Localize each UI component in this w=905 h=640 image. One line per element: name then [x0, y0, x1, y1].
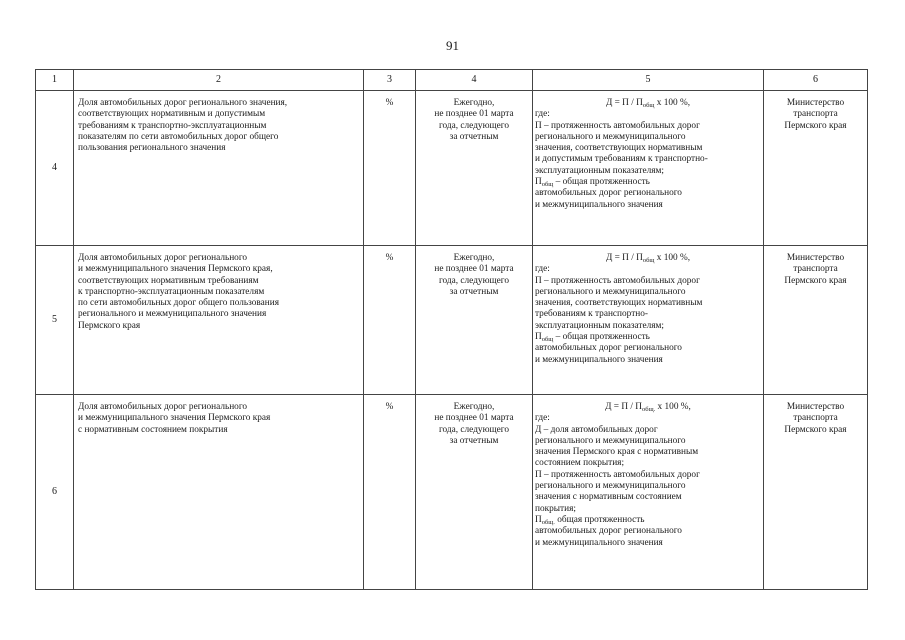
- row-number: 4: [36, 91, 74, 246]
- formula-definition-line: Д – доля автомобильных дорог: [535, 424, 658, 435]
- formula-prefix: Д = П / П: [605, 253, 643, 263]
- indicator-name-line: с нормативным состоянием покрытия: [78, 424, 228, 435]
- row-number: 6: [36, 395, 74, 590]
- indicator-name-line: показателям по сети автомобильных дорог общего: [78, 131, 279, 142]
- formula-cell: [533, 91, 764, 246]
- table-row: [36, 395, 868, 590]
- formula-subscript: общ.: [642, 406, 656, 413]
- formula-subscript: общ: [642, 102, 655, 109]
- formula-where: где:: [535, 413, 550, 424]
- formula-definition-line: П – протяженность автомобильных дорог: [535, 275, 700, 286]
- indicator-name-line: и межмуниципального значения Пермского края,: [78, 264, 273, 275]
- row-number: 5: [36, 246, 74, 395]
- period-line: не позднее 01 марта: [434, 264, 514, 275]
- formula-total-symbol: П: [535, 177, 542, 188]
- header-cell: 1: [36, 70, 74, 91]
- header-cell: 2: [74, 70, 364, 91]
- responsible-line: Министерство: [786, 98, 845, 108]
- period-line: за отчетным: [449, 286, 499, 297]
- formula-total-subscript: общ: [541, 336, 554, 344]
- formula-definition-line: значения Пермского края с нормативным: [535, 447, 699, 458]
- period-line: года, следующего: [438, 275, 510, 286]
- table-header-row: [36, 70, 868, 91]
- formula-total-line: [535, 177, 761, 188]
- formula-prefix: Д = П / П: [605, 402, 643, 412]
- formula-definition-line: требованиям к транспортно-: [535, 309, 648, 320]
- formula-where: где:: [535, 109, 550, 120]
- responsible-line: Министерство: [786, 402, 845, 412]
- responsible-line: Пермского края: [784, 424, 847, 435]
- formula-line: [535, 253, 761, 264]
- formula-line: [535, 98, 761, 109]
- formula-definition-line: и межмуниципального значения: [535, 537, 663, 548]
- indicators-table: [35, 69, 868, 590]
- responsible-line: Пермского края: [784, 275, 847, 286]
- header-cell: 5: [533, 70, 764, 91]
- formula-total-symbol: П: [535, 332, 542, 343]
- table-row: [36, 91, 868, 246]
- formula-total-symbol: П: [535, 514, 542, 525]
- formula-prefix: Д = П / П: [605, 98, 643, 108]
- period-cell: [416, 395, 533, 590]
- formula-definition-line: П – протяженность автомобильных дорог: [535, 469, 700, 480]
- formula-definition-line: автомобильных дорог регионального: [535, 526, 682, 537]
- formula-definition-line: и допустимым требованиям к транспортно-: [535, 154, 708, 165]
- formula-definition-line: регионального и межмуниципального: [535, 131, 686, 142]
- period-line: за отчетным: [449, 131, 499, 142]
- formula-definition-line: значения с нормативным состоянием: [535, 492, 682, 503]
- responsible-line: транспорта: [793, 413, 838, 424]
- formula-definition-line: эксплуатационным показателям;: [535, 320, 664, 331]
- formula-definition-line: значения, соответствующих нормативным: [535, 143, 703, 154]
- formula-suffix: х 100 %,: [655, 402, 691, 412]
- responsible-line: транспорта: [793, 109, 838, 120]
- formula-definition-line: покрытия;: [535, 503, 576, 514]
- formula-total-text: – общая протяженность: [553, 177, 650, 188]
- formula-definition-line: и межмуниципального значения: [535, 199, 663, 210]
- formula-definition-line: автомобильных дорог регионального: [535, 188, 682, 199]
- unit-cell: %: [364, 395, 416, 590]
- responsible-line: Пермского края: [784, 120, 847, 131]
- indicator-name-cell: [74, 246, 364, 395]
- formula-definition-line: эксплуатационным показателям;: [535, 165, 664, 176]
- formula-total-subscript: общ.: [541, 518, 555, 526]
- period-line: за отчетным: [449, 435, 499, 446]
- indicator-name-cell: [74, 395, 364, 590]
- header-cell: 3: [364, 70, 416, 91]
- indicator-name-line: пользования регионального значения: [78, 143, 226, 154]
- formula-definition-line: П – протяженность автомобильных дорог: [535, 120, 700, 131]
- formula-definition-line: регионального и межмуниципального: [535, 481, 686, 492]
- formula-where: где:: [535, 264, 550, 275]
- period-cell: [416, 91, 533, 246]
- period-line: не позднее 01 марта: [434, 413, 514, 424]
- formula-cell: [533, 246, 764, 395]
- formula-suffix: х 100 %,: [654, 98, 691, 108]
- formula-subscript: общ: [642, 257, 655, 264]
- indicator-name-line: регионального и межмуниципального значения: [78, 309, 267, 320]
- responsible-cell: [764, 395, 868, 590]
- formula-total-subscript: общ: [541, 181, 554, 189]
- indicator-name-cell: [74, 91, 364, 246]
- formula-total-line: [535, 515, 761, 526]
- indicator-name-line: Пермского края: [78, 320, 141, 331]
- table-row: [36, 246, 868, 395]
- indicator-name-line: и межмуниципального значения Пермского края: [78, 413, 271, 424]
- indicator-name-line: Доля автомобильных дорог регионального значения,: [78, 98, 288, 108]
- formula-total-text: общая протяженность: [554, 514, 645, 525]
- period-cell: [416, 246, 533, 395]
- indicator-name-line: соответствующих нормативным и допустимым: [78, 109, 266, 120]
- formula-total-line: [535, 332, 761, 343]
- formula-definition-line: автомобильных дорог регионального: [535, 343, 682, 354]
- indicator-name-line: требованиям к транспортно-эксплуатационным: [78, 120, 267, 131]
- responsible-line: транспорта: [793, 264, 838, 275]
- formula-total-text: – общая протяженность: [553, 332, 650, 343]
- period-line: Ежегодно,: [453, 253, 495, 263]
- period-line: года, следующего: [438, 120, 510, 131]
- formula-definition-line: значения, соответствующих нормативным: [535, 298, 703, 309]
- period-line: Ежегодно,: [453, 402, 495, 412]
- formula-definition-line: регионального и межмуниципального: [535, 286, 686, 297]
- formula-definition-line: и межмуниципального значения: [535, 354, 663, 365]
- formula-cell: [533, 395, 764, 590]
- header-cell: 6: [764, 70, 868, 91]
- unit-cell: %: [364, 91, 416, 246]
- period-line: не позднее 01 марта: [434, 109, 514, 120]
- indicator-name-line: Доля автомобильных дорог регионального: [78, 402, 248, 412]
- responsible-line: Министерство: [786, 253, 845, 263]
- page-number: 91: [446, 38, 459, 53]
- responsible-cell: [764, 246, 868, 395]
- formula-definition-line: регионального и межмуниципального: [535, 435, 686, 446]
- indicator-name-line: соответствующих нормативным требованиям: [78, 275, 259, 286]
- period-line: Ежегодно,: [453, 98, 495, 108]
- indicator-name-line: к транспортно-эксплуатационным показателям: [78, 286, 265, 297]
- formula-suffix: х 100 %,: [654, 253, 691, 263]
- unit-cell: %: [364, 246, 416, 395]
- indicator-name-line: Доля автомобильных дорог регионального: [78, 253, 248, 263]
- responsible-cell: [764, 91, 868, 246]
- header-cell: 4: [416, 70, 533, 91]
- formula-line: [535, 402, 761, 413]
- indicator-name-line: по сети автомобильных дорог общего пользования: [78, 298, 279, 309]
- formula-definition-line: состоянием покрытия;: [535, 458, 625, 469]
- period-line: года, следующего: [438, 424, 510, 435]
